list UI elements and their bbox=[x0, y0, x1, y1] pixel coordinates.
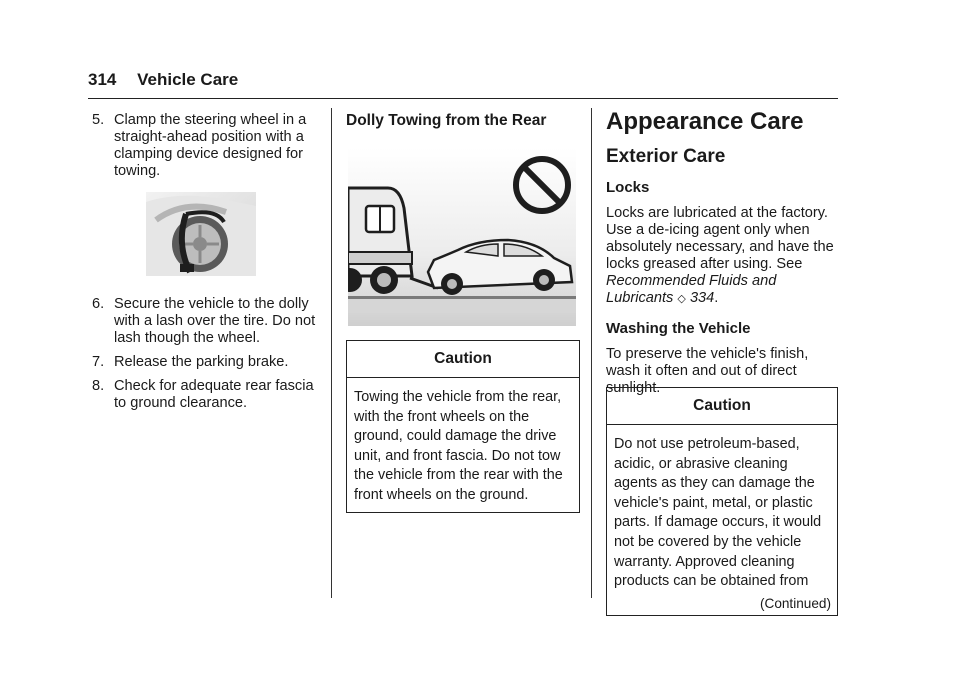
header-rule bbox=[88, 98, 838, 99]
section-heading: Dolly Towing from the Rear bbox=[346, 112, 547, 129]
page-ref-icon: ◇ bbox=[677, 293, 686, 305]
step-number: 5. bbox=[92, 112, 105, 128]
cross-reference-page[interactable]: 334 bbox=[689, 290, 715, 306]
step-text: Clamp the steering wheel in a straight-ahead position with a clamping device designed for towing. bbox=[114, 112, 307, 179]
section-title-exterior: Exterior Care bbox=[606, 146, 726, 167]
step-5 bbox=[92, 112, 324, 180]
step-text: Secure the vehicle to the dolly with a lash over the tire. Do not lash though the wheel. bbox=[114, 296, 316, 346]
step-number: 8. bbox=[92, 378, 105, 394]
cross-reference-link[interactable]: Recommended Fluids and Lubricants bbox=[606, 273, 777, 306]
column-middle bbox=[346, 112, 580, 503]
section-title: Vehicle Care bbox=[137, 70, 239, 89]
column-left bbox=[92, 112, 324, 412]
page-header bbox=[88, 70, 238, 90]
continued-label: (Continued) bbox=[759, 595, 831, 611]
step-number: 7. bbox=[92, 354, 105, 370]
page-number: 314 bbox=[88, 70, 117, 89]
column-divider-1 bbox=[331, 108, 332, 598]
wheel-clamp-icon bbox=[146, 192, 256, 276]
step-6 bbox=[92, 296, 324, 347]
washing-paragraph: To preserve the vehicle's finish, wash it often and out of direct sunlight. bbox=[606, 346, 809, 396]
steering-wheel-clamp-illustration bbox=[146, 192, 256, 276]
subheading-washing: Washing the Vehicle bbox=[606, 320, 751, 337]
caution-box-2 bbox=[606, 387, 838, 616]
step-8 bbox=[92, 378, 324, 412]
chapter-title: Appearance Care bbox=[606, 108, 804, 135]
caution-body-text: Do not use petroleum-based, acidic, or abrasive cleaning agents as they can damage the vehicle's paint, metal, or plastic parts. If damage occurs, it would not be covered by the vehicle warranty. Approved cleaning products can be obtained from bbox=[614, 436, 822, 590]
column-divider-2 bbox=[591, 108, 592, 598]
locks-paragraph bbox=[606, 205, 838, 308]
column-right bbox=[606, 108, 838, 611]
period: . bbox=[714, 290, 719, 306]
step-7 bbox=[92, 354, 324, 371]
caution-box bbox=[346, 340, 580, 513]
caution-body-2 bbox=[607, 425, 837, 615]
caution-title-2: Caution bbox=[607, 388, 837, 425]
dolly-towing-illustration bbox=[348, 148, 576, 326]
subheading-locks: Locks bbox=[606, 179, 650, 196]
tow-truck-dolly-icon bbox=[348, 148, 576, 326]
step-text: Release the parking brake. bbox=[114, 354, 289, 370]
caution-body: Towing the vehicle from the rear, with the front wheels on the ground, could damage the drive unit, and front fascia. Do not tow the vehicle from the rear with the front wheels on the ground. bbox=[354, 389, 563, 503]
step-text: Check for adequate rear fascia to ground clearance. bbox=[114, 378, 314, 411]
step-number: 6. bbox=[92, 296, 105, 312]
caution-title: Caution bbox=[347, 341, 579, 378]
locks-text: Locks are lubricated at the factory. Use a de-icing agent only when absolutely necessary, and have the locks greased after using. See bbox=[606, 205, 834, 272]
